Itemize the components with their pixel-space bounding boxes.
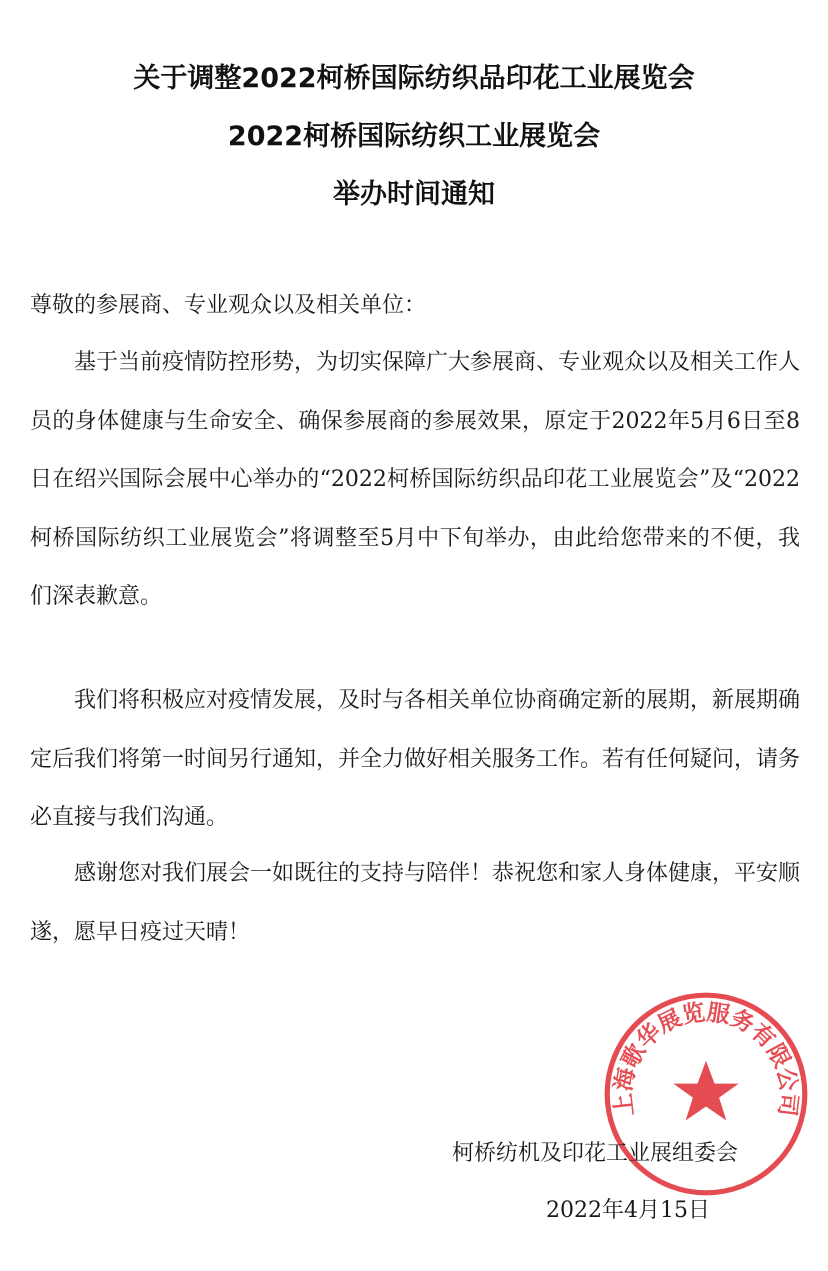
- title-line-1: 关于调整2022柯桥国际纺织品印花工业展览会: [133, 63, 695, 94]
- signature-date: 2022年4月15日: [546, 1198, 710, 1223]
- body-paragraph-3: 感谢您对我们展会一如既往的支持与陪伴！恭祝您和家人身体健康，平安顺遂，愿早日疫过天晴！: [30, 861, 801, 945]
- salutation: 尊敬的参展商、专业观众以及相关单位：: [30, 293, 427, 318]
- signature-organization: 柯桥纺机及印花工业展组委会: [452, 1141, 739, 1166]
- body-paragraph-2: 我们将积极应对疫情发展，及时与各相关单位协商确定新的展期，新展期确定后我们将第一时间另行通知，并全力做好相关服务工作。若有任何疑问，请务必直接与我们沟通。: [30, 688, 801, 830]
- title-line-2: 2022柯桥国际纺织工业展览会: [227, 121, 601, 152]
- seal-star-icon: [673, 1061, 738, 1121]
- title-line-3: 举办时间通知: [333, 179, 495, 210]
- body-paragraph-1: 基于当前疫情防控形势，为切实保障广大参展商、专业观众以及相关工作人员的身体健康与生命安全、确保参展商的参展效果，原定于2022年5月6日至8日在绍兴国际会展中心举办的“2022柯桥国际纺织品印花工业展览会”及“2022柯桥国际纺织工业展览会”将调整至5月中下旬举办，由此给您带来的不便，我们深表歉意。: [30, 350, 801, 609]
- seal-text: 上海歌华展览服务有限公司: [610, 999, 802, 1118]
